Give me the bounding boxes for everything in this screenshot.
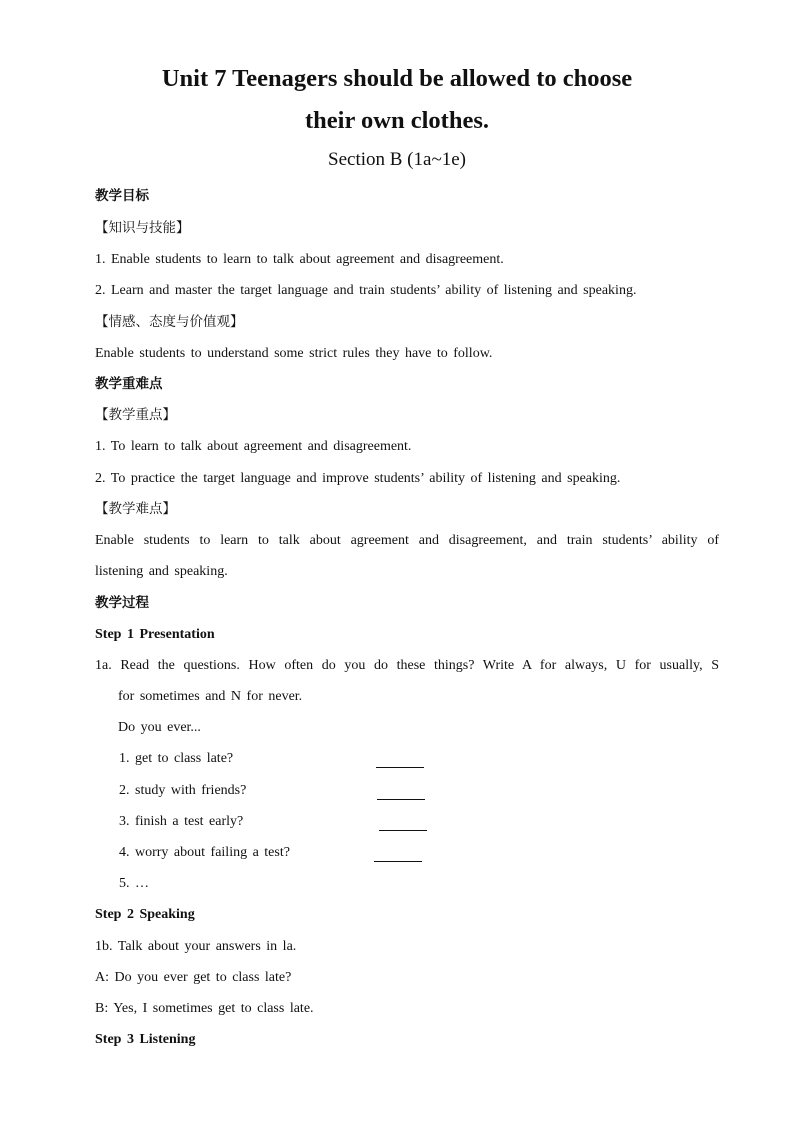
knowledge-item-1: 1. Enable students to learn to talk about agreement and disagreement. [95, 252, 504, 267]
question-item-4: 4. worry about failing a test? [119, 845, 290, 860]
section-subtitle: Section B (1a~1e) [328, 149, 466, 170]
step-2-heading: Step 2 Speaking [95, 907, 195, 922]
question-item-3: 3. finish a test early? [119, 814, 244, 829]
focus-item-2: 2. To practice the target language and improve students’ ability of listening and speaking. [95, 471, 621, 486]
document-title-line-2: their own clothes. [305, 107, 489, 134]
step-1-task-line-2: for sometimes and N for never. [118, 689, 303, 704]
step-3-heading: Step 3 Listening [95, 1032, 196, 1047]
difficulty-heading: 【教学难点】 [95, 501, 176, 517]
answer-blank-2 [377, 799, 425, 800]
question-item-1: 1. get to class late? [119, 751, 234, 766]
process-heading: 教学过程 [95, 595, 149, 611]
difficulty-text-line-2: listening and speaking. [95, 564, 228, 579]
step-2-task: 1b. Talk about your answers in la. [95, 939, 297, 954]
question-item-5: 5. … [119, 876, 149, 891]
focus-item-1: 1. To learn to talk about agreement and disagreement. [95, 439, 412, 454]
answer-blank-1 [376, 767, 424, 768]
knowledge-item-2: 2. Learn and master the target language and train students’ ability of listening and speaking. [95, 283, 637, 298]
document-title-line-1: Unit 7 Teenagers should be allowed to choose [161, 65, 633, 92]
step-1-heading: Step 1 Presentation [95, 627, 215, 642]
emotion-item-1: Enable students to understand some strict rules they have to follow. [95, 346, 493, 361]
answer-blank-3 [379, 830, 427, 831]
step-1-lead: Do you ever... [118, 720, 201, 735]
emotion-heading: 【情感、态度与价值观】 [95, 314, 244, 330]
question-item-2: 2. study with friends? [119, 783, 247, 798]
answer-blank-4 [374, 861, 422, 862]
focus-heading: 【教学重点】 [95, 407, 176, 423]
step-1-task-line-1: 1a. Read the questions. How often do you do these things? Write A for always, U for usually, S [95, 658, 719, 673]
knowledge-heading: 【知识与技能】 [95, 220, 190, 236]
objectives-heading: 教学目标 [95, 188, 149, 204]
difficulty-text-line-1: Enable students to learn to talk about agreement and disagreement, and train students’ ability of [95, 533, 719, 548]
key-points-heading: 教学重难点 [95, 376, 163, 392]
dialog-line-b: B: Yes, I sometimes get to class late. [95, 1001, 314, 1016]
dialog-line-a: A: Do you ever get to class late? [95, 970, 292, 985]
